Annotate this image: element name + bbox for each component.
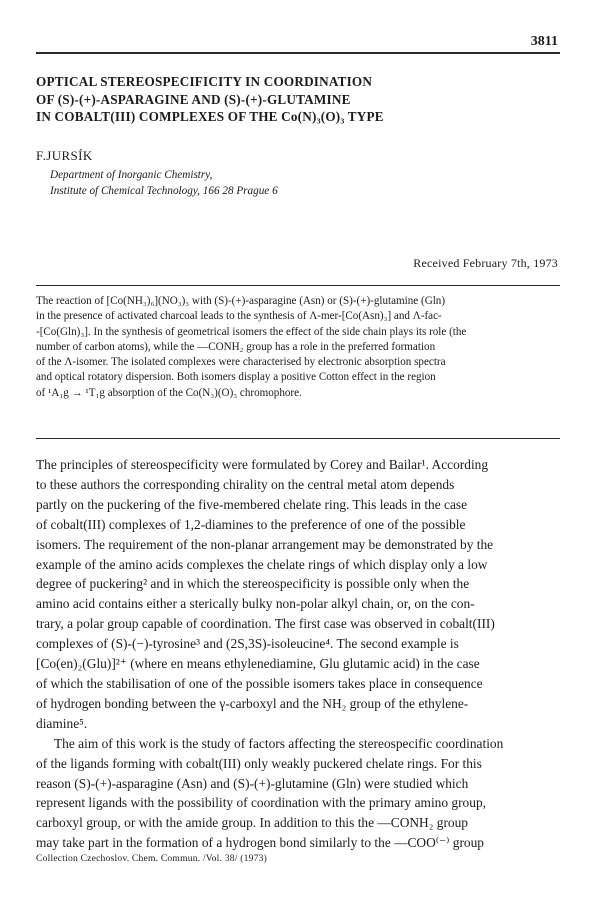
- body-line: of which the stabilisation of one of the possible isomers takes place in consequence: [36, 675, 483, 691]
- body-line: to these authors the corresponding chirality on the central metal atom depends: [36, 476, 455, 492]
- title-line: OF (S)-(+)-ASPARAGINE AND (S)-(+)-GLUTAMINE: [36, 91, 351, 107]
- body-line: isomers. The requirement of the non-planar arrangement may be demonstrated by the: [36, 536, 494, 552]
- header-rule: [36, 52, 560, 54]
- body-line: partly on the puckering of the five-membered chelate ring. This leads in the case: [36, 496, 468, 512]
- body-line: of cobalt(III) complexes of 1,2-diamines to the preference of one of the possible: [36, 516, 466, 532]
- body-line: of hydrogen bonding between the γ-carboxyl and the NH₂ group of the ethylene-: [36, 695, 469, 711]
- author-affiliation: [50, 168, 278, 199]
- affiliation-line: Institute of Chemical Technology, 166 28 Prague 6: [50, 184, 278, 197]
- abstract-line: The reaction of [Co(NH₃)₆](NO₃)₃ with (S)-(+)-asparagine (Asn) or (S)-(+)-glutamine (Gln): [36, 295, 446, 307]
- body-line: may take part in the formation of a hydrogen bond similarly to the —COO⁽⁻⁾ group: [36, 835, 485, 851]
- author-name: F.JURSÍK: [36, 148, 93, 163]
- title-line: IN COBALT(III) COMPLEXES OF THE Co(N)₃(O)₃ TYPE: [36, 109, 384, 124]
- page-number: 3811: [530, 34, 558, 49]
- abstract-line: -[Co(Gln)₃]. In the synthesis of geometrical isomers the effect of the side chain plays its role (the: [36, 325, 467, 338]
- abstract-line: of the Λ-isomer. The isolated complexes were characterised by electronic absorption spectra: [36, 356, 446, 369]
- abstract-line: number of carbon atoms), while the —CONH₂ group has a role in the preferred formation: [36, 340, 436, 353]
- received-date: Received February 7th, 1973: [413, 256, 558, 270]
- body-line: trary, a polar group capable of coordination. The first case was observed in cobalt(III): [36, 616, 495, 632]
- abstract-bottom-rule: [36, 438, 560, 439]
- abstract: [36, 294, 560, 401]
- body-line: reason (S)-(+)-asparagine (Asn) and (S)-(+)-glutamine (Gln) were studied which: [36, 775, 469, 791]
- body-line: carboxyl group, or with the amide group. In addition to this the —CONH₂ group: [36, 815, 468, 831]
- body-line: The principles of stereospecificity were formulated by Corey and Bailar¹. According: [36, 457, 489, 472]
- article-title: [36, 73, 556, 126]
- body-line: amino acid contains either a sterically bulky non-polar alkyl chain, or, on the con-: [36, 596, 475, 612]
- body-line: The aim of this work is the study of factors affecting the stereospecific coordination: [54, 735, 504, 751]
- body-line: of the ligands forming with cobalt(III) only weakly puckered chelate rings. For this: [36, 755, 482, 771]
- abstract-line: of ¹A₁g → ¹T₁g absorption of the Co(N₃)(O)₃ chromophore.: [36, 386, 302, 399]
- body-line: diamine⁵.: [36, 715, 88, 731]
- affiliation-line: Department of Inorganic Chemistry,: [50, 169, 213, 181]
- body-line: complexes of (S)-(−)-tyrosine³ and (2S,3S)-isoleucine⁴. The second example is: [36, 636, 459, 652]
- body-line: represent ligands with the possibility of coordination with the primary amino group,: [36, 795, 486, 811]
- title-line: OPTICAL STEREOSPECIFICITY IN COORDINATION: [36, 74, 373, 89]
- abstract-line: and optical rotatory dispersion. Both isomers display a positive Cotton effect in the region: [36, 371, 436, 384]
- body-line: example of the amino acids complexes the chelate rings of which display only a low: [36, 556, 488, 572]
- body-line: [Co(en)₂(Glu)]²⁺ (where en means ethylenediamine, Glu glutamic acid) in the case: [36, 656, 480, 672]
- abstract-line: in the presence of activated charcoal leads to the synthesis of Λ-mer-[Co(Asn)₃] and Λ-fac-: [36, 310, 442, 323]
- abstract-top-rule: [36, 285, 560, 286]
- body-text: [36, 455, 560, 853]
- body-line: degree of puckering² and in which the stereospecificity is possible only when the: [36, 576, 470, 592]
- journal-footer: Collection Czechoslov. Chem. Commun. /Vol. 38/ (1973): [36, 853, 267, 864]
